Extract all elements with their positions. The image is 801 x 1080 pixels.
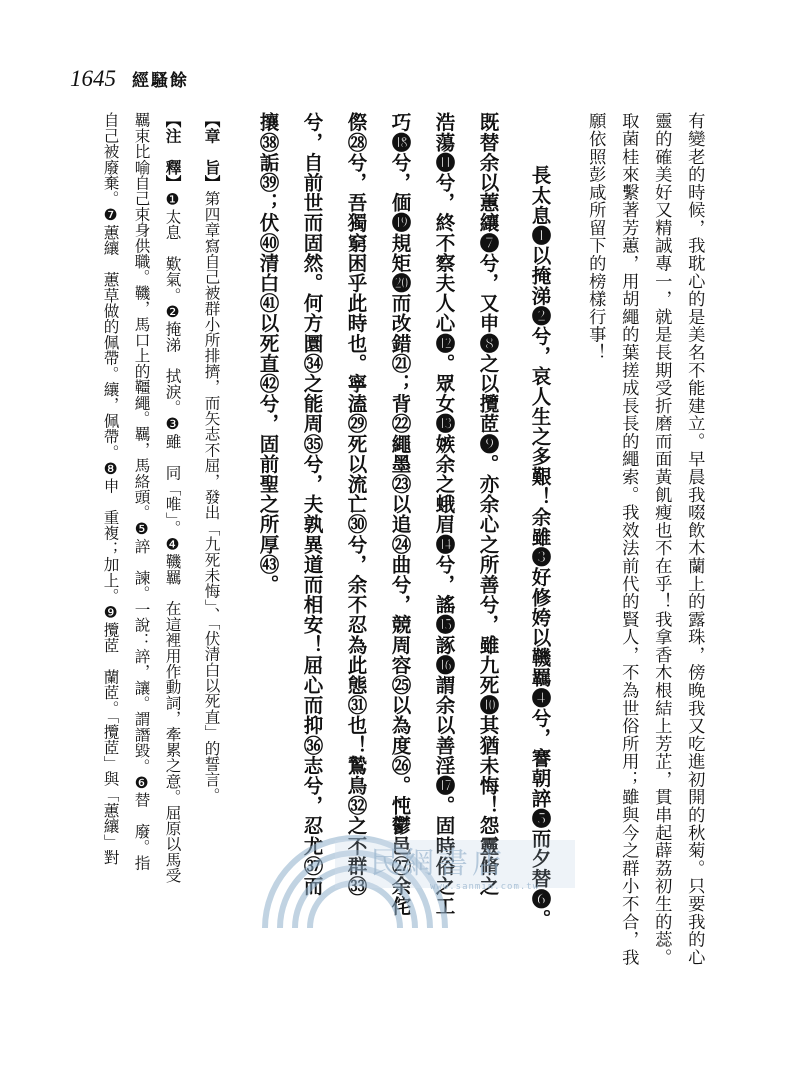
chapter-note-tag: 【章 旨】 xyxy=(202,112,221,191)
verse-line: 浩蕩⓫兮，終不察夫人心⓬。眾女⓭嫉余之蛾眉⓮兮，謠⓯諑⓰謂余以善淫⓱。固時俗之工 xyxy=(432,112,456,916)
running-title: 經騷餘 xyxy=(132,71,189,91)
annotation-line xyxy=(164,112,180,883)
verse-line: 攘㊳詬㊴；伏㊵清白㊶以死直㊷兮，固前聖之所厚㊸。 xyxy=(256,112,280,595)
translation-line: 有變老的時候，我耽心的是美名不能建立。早晨我啜飲木蘭上的露珠，傍晚我又吃進初開的秋菊。只要我的心 xyxy=(684,112,705,966)
translation-line: 取菌桂來繫著芳蕙，用胡繩的葉搓成長長的繩索。我效法前代的賢人，不為世俗所用；雖與今之群小不合，我 xyxy=(618,112,639,966)
translation-line: 願依照彭咸所留下的榜樣行事！ xyxy=(585,112,606,362)
verse-line: 既替余以蕙纕❼兮，又申❽之以攬茝❾。亦余心之所善兮，雖九死❿其猶未悔！怨靈脩之 xyxy=(476,112,500,896)
verse-line: 兮，自前世而固然。何方圜㉞之能周㉟兮，夫孰異道而相安！屈心而抑㊱志兮，忍尤㊲而 xyxy=(300,112,324,896)
watermark-text: 民網書店 xyxy=(370,846,506,881)
annotation-tag: 【注 釋】 xyxy=(163,112,182,191)
verse-line: 巧⓲兮，偭⓳規矩⓴而改錯㉑；背㉒繩墨㉓以追㉔曲兮，競周容㉕以為度㉖。忳鬱邑㉗余侘 xyxy=(388,112,412,916)
annotation-line: 羈束比喻自己束身供職。鞿，馬口上的韁繩。羈，馬絡頭。❺誶 諫。一說：誶，讓。謂譖毀。❻替 廢。指 xyxy=(132,112,151,871)
annotation-line: 自己被廢棄。❼蕙纕 蕙草做的佩帶。纕，佩帶。❽申 重複；加上。❾攬茝 蘭茝。「攬茝」與「蕙纕」對 xyxy=(101,112,120,865)
annotation-text: ❶太息 歎氣。❷掩涕 拭淚。❸雖 同「唯」。❹鞿羈 在這裡用作動詞，牽累之意。屈原以馬受 xyxy=(163,190,182,884)
watermark-url: www.sanmin.com.tw xyxy=(430,882,540,892)
verse-line: 長太息❶以掩涕❷兮，哀人生之多艱！余雖❸好修姱以鞿羈❹兮，謇朝誶❺而夕替❻。 xyxy=(528,165,552,929)
page-number: 1645 xyxy=(70,66,116,91)
chapter-note xyxy=(203,112,219,803)
verse-line: 傺㉘兮，吾獨窮困乎此時也。寧溘㉙死以流亡㉚兮，余不忍為此態㉛也！鷙鳥㉜之不群㉝ xyxy=(344,112,368,896)
translation-line: 靈的確美好又精誠專一，就是長期受折磨而面黃飢瘦也不在乎！我拿香木根結上芳芷，貫串起薜荔初生的蕊。 xyxy=(651,112,672,966)
page-header xyxy=(70,66,189,92)
chapter-note-text: 第四章寫自己被群小所排擠，而矢志不屈，發出「九死未悔」、「伏清白以死直」的誓言。 xyxy=(202,190,221,803)
